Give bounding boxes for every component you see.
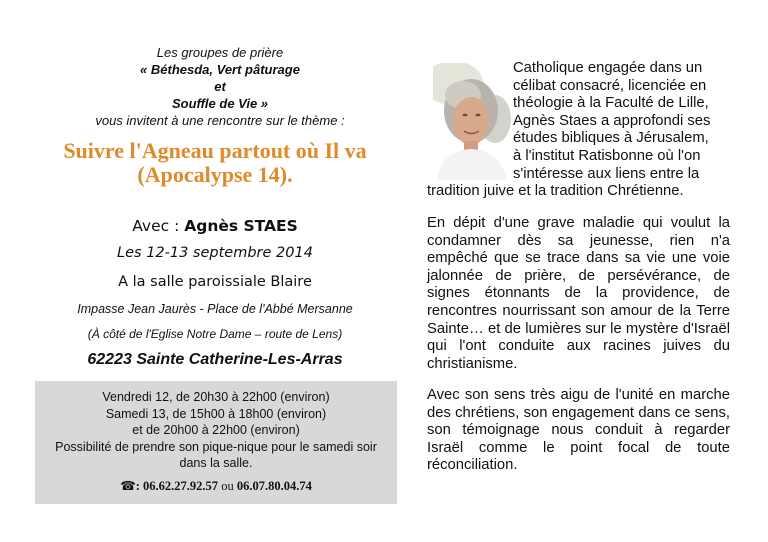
- theme-line: Suivre l'Agneau partout où Il va: [63, 138, 367, 163]
- group-name: Souffle de Vie »: [171, 96, 269, 111]
- phone-separator: ou: [221, 478, 234, 493]
- schedule-box: [35, 381, 397, 504]
- speaker-line: [40, 217, 390, 235]
- group-name: « Béthesda, Vert pâturage: [140, 62, 300, 77]
- bio-line: théologie à la Faculté de Lille,: [513, 95, 709, 112]
- picnic-note: Possibilité de prendre son pique-nique pour le samedi soir: [55, 439, 377, 454]
- bio-paragraph: En dépit d'une grave maladie qui voulut la condamner dès sa jeunesse, rien n'a empêché que se trace dans sa vie une voie jalonnée de prière, de persévérance, de signes étonnants de la providence, de rencontres nourrissant son amour de la Terre Sainte… et de lumières sur le mystère d'Israël qui l'ont conduite aux racines juives du christianisme.: [427, 215, 730, 372]
- group-conjunction: et: [214, 79, 226, 94]
- bio-line: Catholique engagée dans un: [513, 60, 703, 76]
- phone-number: : 06.62.27.92.57: [135, 478, 219, 493]
- schedule-line: Samedi 13, de 15h00 à 18h00 (environ): [105, 406, 327, 421]
- address-note: (À côté de l'Eglise Notre Dame – route de Lens): [87, 327, 343, 341]
- telephone-icon: ☎: [120, 478, 136, 493]
- intro-line: Les groupes de prière: [156, 45, 284, 60]
- event-venue: A la salle paroissiale Blaire: [118, 274, 312, 290]
- bio-line: célibat consacré, licenciée en: [513, 77, 707, 94]
- bio-line: tradition juive et la tradition Chrétienne.: [427, 183, 684, 200]
- bio-line: s'intéresse aux liens entre la: [513, 165, 700, 182]
- picnic-note: dans la salle.: [179, 456, 253, 470]
- schedule-line: Vendredi 12, de 20h30 à 22h00 (environ): [102, 390, 330, 404]
- schedule-line: et de 20h00 à 22h00 (environ): [132, 423, 300, 437]
- theme-reference: (Apocalypse 14).: [137, 162, 293, 187]
- intro-line: vous invitent à une rencontre sur le thème :: [95, 113, 345, 128]
- event-city: 62223 Sainte Catherine-Les-Arras: [87, 351, 343, 368]
- phone-number: 06.07.80.04.74: [236, 478, 312, 493]
- bio-section: [427, 60, 730, 201]
- theme-title: [30, 139, 400, 187]
- event-dates: Les 12-13 septembre 2014: [117, 245, 313, 261]
- bio-paragraph: Avec son sens très aigu de l'unité en marche des chrétiens, son engagement dans ce sens, son témoignage nous conduit à regarder Israël comme le point focal de toute réconciliation.: [427, 387, 730, 474]
- event-address: Impasse Jean Jaurès - Place de l'Abbé Mersanne: [77, 302, 353, 316]
- intro-block: [40, 44, 400, 129]
- phone-line: [39, 478, 393, 495]
- speaker-prefix: Avec :: [132, 217, 185, 235]
- bio-line: études bibliques à Jérusalem,: [513, 130, 709, 147]
- speaker-name: Agnès STAES: [184, 217, 298, 235]
- bio-line: Agnès Staes a approfondi ses: [513, 112, 711, 129]
- bio-line: à l'institut Ratisbonne où l'on: [513, 147, 701, 164]
